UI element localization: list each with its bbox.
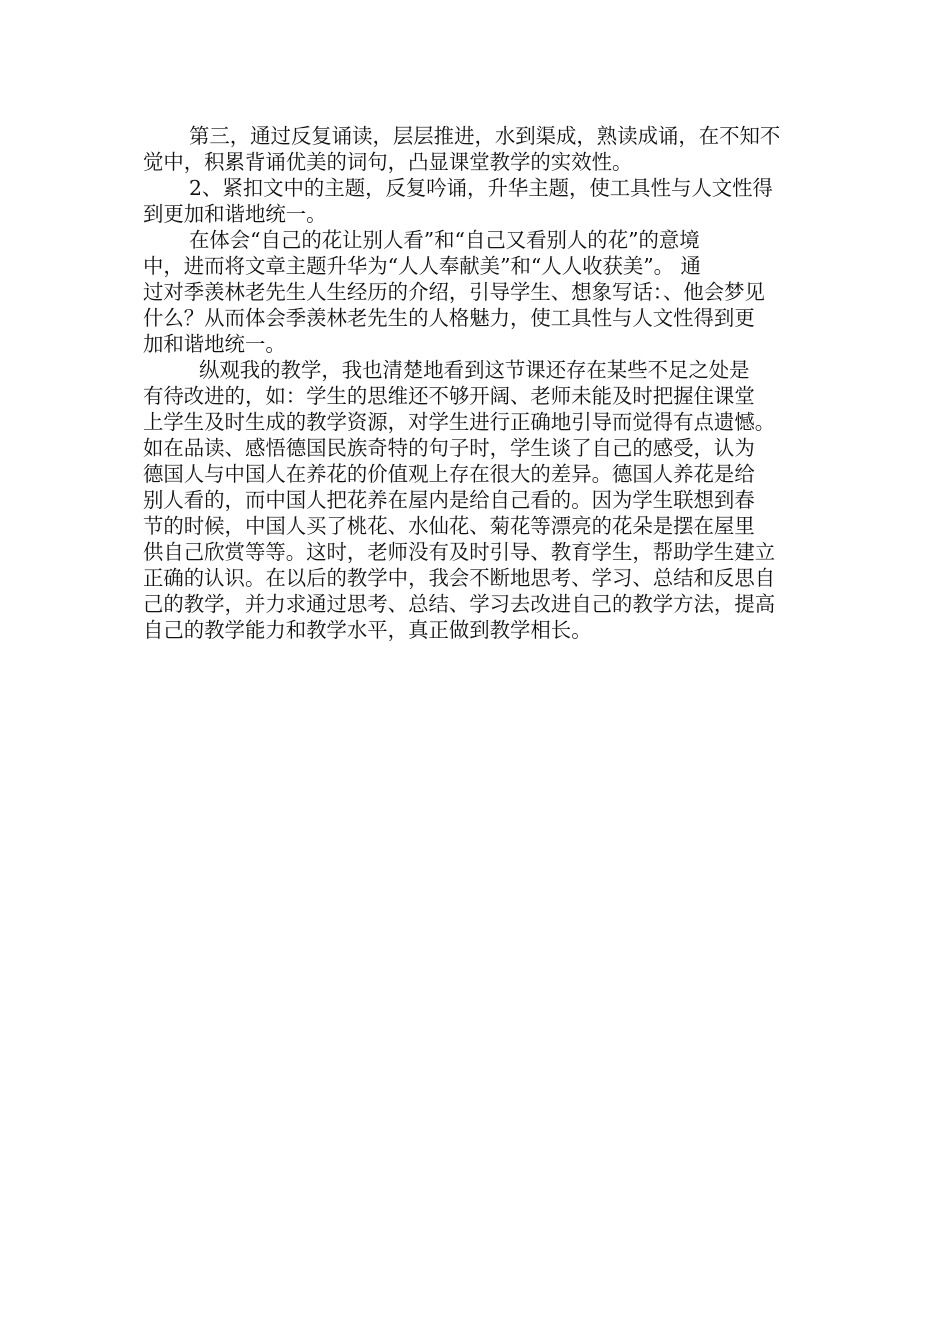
text-line: 过对季羡林老先生人生经历的介绍，引导学生、想象写话：、他会梦见 bbox=[143, 280, 765, 304]
body-text bbox=[143, 123, 809, 643]
text-line: 到更加和谐地统一。 bbox=[143, 202, 327, 226]
text-line: 什么？从而体会季羡林老先生的人格魅力，使工具性与人文性得到更 bbox=[143, 306, 755, 330]
paragraph-theme-elevation bbox=[143, 227, 809, 357]
text-line: 自己的教学能力和教学水平，真正做到教学相长。 bbox=[143, 618, 592, 642]
text-line: 觉中，积累背诵优美的词句，凸显课堂教学的实效性。 bbox=[143, 150, 633, 174]
text-line: 加和谐地统一。 bbox=[143, 332, 286, 356]
text-line: 节的时候，中国人买了桃花、水仙花、菊花等漂亮的花朵是摆在屋里 bbox=[143, 514, 755, 538]
text-line: 正确的认识。在以后的教学中，我会不断地思考、学习、总结和反思自 bbox=[143, 566, 776, 590]
text-line: 己的教学，并力求通过思考、总结、学习去改进自己的教学方法，提高 bbox=[143, 592, 776, 616]
text-line: 纵观我的教学，我也清楚地看到这节课还存在某些不足之处是 bbox=[199, 358, 750, 382]
text-line: 如在品读、感悟德国民族奇特的句子时，学生谈了自己的感受，认为 bbox=[143, 436, 755, 460]
text-line: 供自己欣赏等等。这时，老师没有及时引导、教育学生，帮助学生建立 bbox=[143, 540, 776, 564]
paragraph-reading-practice bbox=[143, 123, 809, 175]
text-line: 2、紧扣文中的主题，反复吟诵，升华主题，使工具性与人文性得 bbox=[189, 176, 773, 200]
paragraph-theme-point bbox=[143, 175, 809, 227]
text-line: 在体会“自己的花让别人看”和“自己又看别人的花”的意境 bbox=[189, 228, 700, 252]
text-line: 别人看的，而中国人把花养在屋内是给自己看的。因为学生联想到春 bbox=[143, 488, 755, 512]
text-line: 第三，通过反复诵读，层层推进，水到渠成，熟读成诵，在不知不 bbox=[189, 124, 781, 148]
text-line: 德国人与中国人在养花的价值观上存在很大的差异。德国人养花是给 bbox=[143, 462, 755, 486]
text-line: 有待改进的，如：学生的思维还不够开阔、老师未能及时把握住课堂 bbox=[143, 384, 755, 408]
paragraph-reflection bbox=[143, 357, 809, 643]
text-line: 中，进而将文章主题升华为“人人奉献美”和“人人收获美”。 通 bbox=[143, 254, 701, 278]
text-line: 上学生及时生成的教学资源，对学生进行正确地引导而觉得有点遗憾。 bbox=[143, 410, 776, 434]
